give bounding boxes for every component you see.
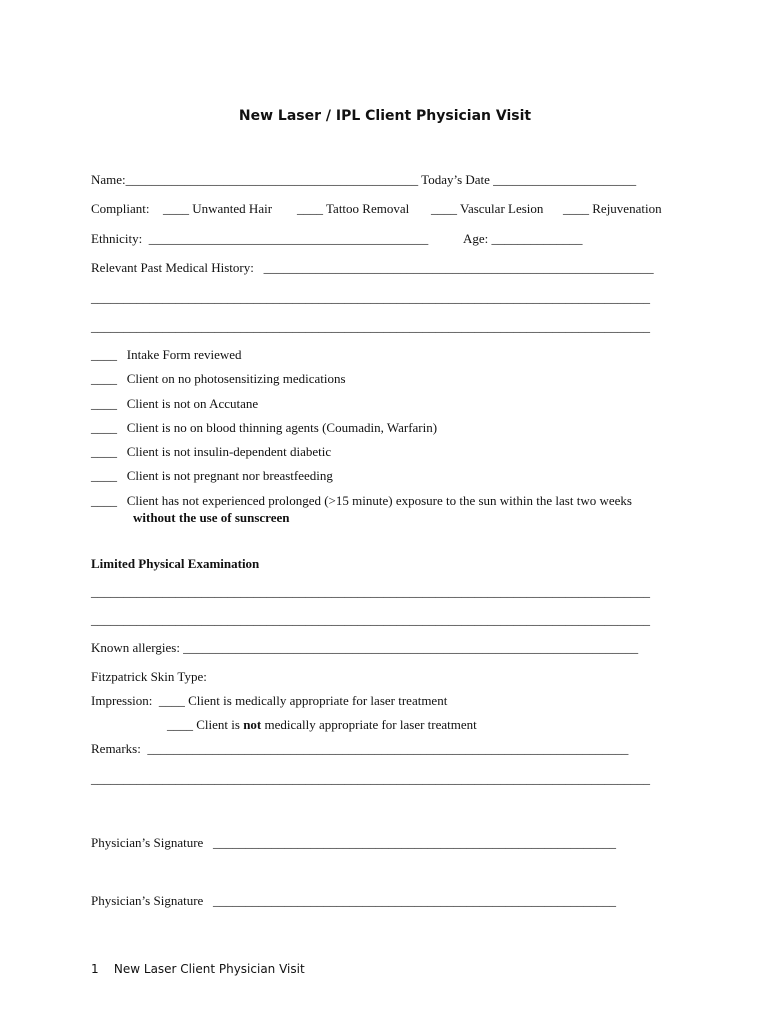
checklist-item-blood-thinners[interactable]: ____ Client is no on blood thinning agents (Coumadin, Warfarin)	[91, 420, 438, 435]
allergies-line[interactable]: Known allergies: ______________________________________________________________________	[91, 640, 639, 655]
page-footer: 1 New Laser Client Physician Visit	[91, 962, 305, 976]
remarks-line[interactable]: Remarks: __________________________________________________________________________	[91, 741, 629, 756]
name-date-line[interactable]: Name:_____________________________________________ Today’s Date ______________________	[91, 172, 637, 187]
checklist-item-pregnant[interactable]: ____ Client is not pregnant nor breastfeeding	[91, 468, 333, 483]
option-rejuvenation[interactable]: ____ Rejuvenation	[563, 201, 662, 216]
checklist-item-intake[interactable]: ____ Intake Form reviewed	[91, 347, 242, 362]
fitzpatrick-label: Fitzpatrick Skin Type:	[91, 669, 207, 684]
impression-not-suffix: medically appropriate for laser treatment	[261, 717, 477, 732]
checklist-item-diabetic[interactable]: ____ Client is not insulin-dependent diabetic	[91, 444, 332, 459]
option-tattoo-removal[interactable]: ____ Tattoo Removal	[297, 201, 410, 216]
blank-line[interactable]: ______________________________________________________________________________________	[91, 319, 650, 334]
physician-signature-line[interactable]: Physician’s Signature ______________________________________________________________	[91, 835, 617, 850]
option-vascular-lesion[interactable]: ____ Vascular Lesion	[431, 201, 544, 216]
blank-line[interactable]: ______________________________________________________________________________________	[91, 584, 650, 599]
checklist-item-sun-exposure[interactable]: ____ Client has not experienced prolonged (>15 minute) exposure to the sun within the last two weeks	[91, 493, 632, 508]
ethnicity-line[interactable]: Ethnicity: ___________________________________________	[91, 231, 429, 246]
physical-exam-heading: Limited Physical Examination	[91, 556, 260, 571]
blank-line[interactable]: ______________________________________________________________________________________	[91, 290, 650, 305]
physician-signature-line[interactable]: Physician’s Signature ______________________________________________________________	[91, 893, 617, 908]
impression-not-appropriate-line[interactable]	[167, 717, 477, 733]
compliant-label: Compliant:	[91, 201, 150, 216]
impression-appropriate-line[interactable]: Impression: ____ Client is medically appropriate for laser treatment	[91, 693, 448, 708]
impression-not-word: not	[243, 717, 262, 732]
medical-history-line[interactable]: Relevant Past Medical History: ____________________________________________________________	[91, 260, 654, 275]
page-title: New Laser / IPL Client Physician Visit	[238, 108, 532, 124]
impression-not-prefix: ____ Client is	[167, 717, 244, 732]
option-unwanted-hair[interactable]: ____ Unwanted Hair	[163, 201, 273, 216]
blank-line[interactable]: ______________________________________________________________________________________	[91, 771, 650, 786]
checklist-item-photosensitizing[interactable]: ____ Client on no photosensitizing medications	[91, 371, 346, 386]
checklist-item-sun-exposure-continued: without the use of sunscreen	[133, 510, 290, 525]
age-line[interactable]: Age: ______________	[463, 231, 583, 246]
blank-line[interactable]: ______________________________________________________________________________________	[91, 612, 650, 627]
checklist-item-accutane[interactable]: ____ Client is not on Accutane	[91, 396, 259, 411]
